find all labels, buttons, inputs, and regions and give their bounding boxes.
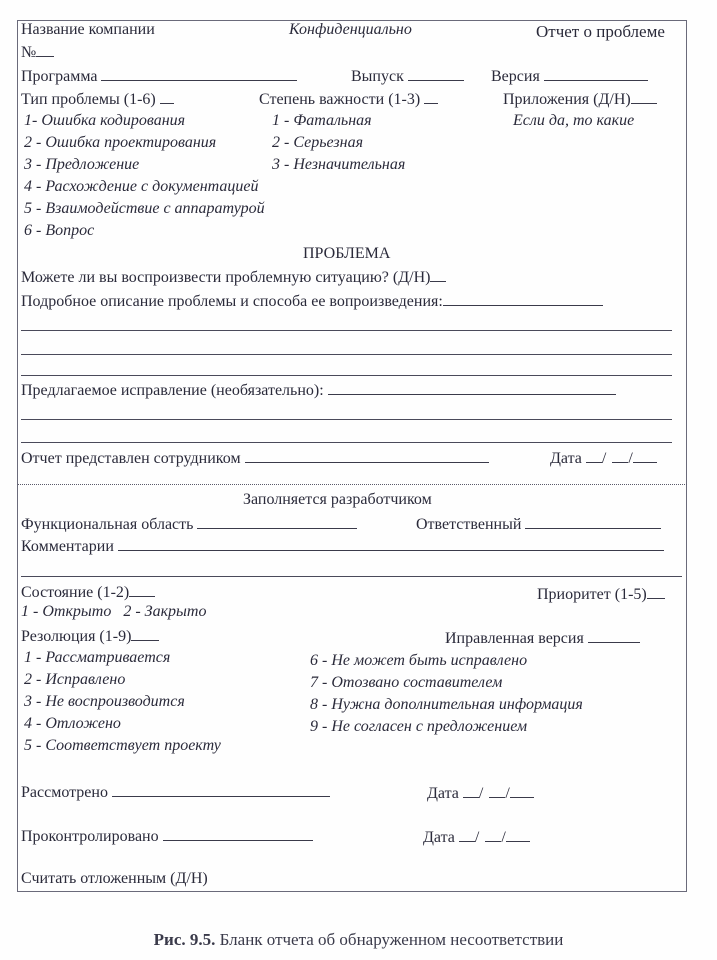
- version-blank[interactable]: [544, 66, 648, 81]
- fix-field[interactable]: [21, 380, 616, 400]
- problem-type-option: 5 - Взаимодействие с аппаратурой: [24, 200, 265, 217]
- severity-option: 2 - Серьезная: [272, 134, 363, 151]
- attachments-label: Приложения (Д/Н): [503, 91, 631, 108]
- reproduce-blank[interactable]: [430, 267, 446, 282]
- description-blank[interactable]: [443, 291, 603, 306]
- functional-area-blank[interactable]: [197, 514, 357, 529]
- release-blank[interactable]: [408, 66, 464, 81]
- fix-blank[interactable]: [328, 380, 616, 395]
- figure-caption: [0, 930, 717, 950]
- reviewed-date-label: Дата: [427, 785, 459, 802]
- resolution-option: 1 - Рассматривается: [24, 649, 171, 666]
- verified-field[interactable]: [21, 826, 313, 846]
- reviewed-field[interactable]: [21, 782, 330, 802]
- date-month-blank[interactable]: [612, 448, 628, 463]
- report-title: Отчет о проблеме: [536, 22, 665, 41]
- developer-heading: Заполняется разработчиком: [243, 491, 432, 508]
- reviewed-label: Рассмотрено: [21, 784, 108, 801]
- problem-type-option: 4 - Расхождение с документацией: [24, 178, 259, 195]
- verified-date-day[interactable]: [459, 827, 475, 842]
- problem-type-option: 6 - Вопрос: [24, 222, 95, 239]
- reported-by-field[interactable]: [21, 448, 489, 468]
- number-label: №: [21, 44, 37, 61]
- date-day-blank[interactable]: [586, 448, 602, 463]
- comments-field[interactable]: [21, 536, 664, 556]
- verified-date-month[interactable]: [485, 827, 501, 842]
- resolution-option: 6 - Не может быть исправлено: [310, 652, 528, 669]
- status-label: Состояние (1-2): [21, 584, 130, 601]
- comments-blank[interactable]: [118, 536, 664, 551]
- resolution-option: 4 - Отложено: [24, 715, 121, 732]
- verified-blank[interactable]: [163, 826, 313, 841]
- priority-field[interactable]: [537, 584, 665, 604]
- description-label: Подробное описание проблемы и способа ее вопроизведения:: [21, 293, 443, 310]
- status-options: 1 - Открыто 2 - Закрыто: [21, 603, 207, 620]
- attachments-blank[interactable]: [631, 89, 657, 104]
- report-date-field[interactable]: Дата / /: [550, 448, 657, 468]
- reported-by-blank[interactable]: [245, 448, 489, 463]
- problem-type-field[interactable]: [21, 89, 174, 109]
- version-label: Версия: [491, 68, 540, 85]
- fixed-version-blank[interactable]: [588, 628, 640, 643]
- functional-area-field[interactable]: [21, 514, 357, 534]
- responsible-label: Ответственный: [416, 516, 522, 533]
- problem-type-option: 2 - Ошибка проектирования: [24, 134, 217, 151]
- description-line[interactable]: [21, 330, 672, 331]
- status-field[interactable]: [21, 582, 155, 602]
- company-name-label: Название компании: [21, 21, 155, 38]
- reviewed-blank[interactable]: [112, 782, 330, 797]
- reviewed-date-day[interactable]: [463, 783, 479, 798]
- severity-field[interactable]: [259, 89, 438, 109]
- problem-type-blank[interactable]: [160, 89, 174, 104]
- version-field[interactable]: [491, 66, 648, 86]
- reproduce-field[interactable]: [21, 267, 446, 287]
- problem-heading: ПРОБЛЕМА: [303, 245, 391, 262]
- reviewed-date-year[interactable]: [510, 783, 534, 798]
- fix-line[interactable]: [21, 442, 672, 443]
- deferred-label: Считать отложенным (Д/Н): [21, 870, 208, 887]
- verified-date-field[interactable]: Дата / /: [423, 827, 530, 847]
- fix-label: Предлагаемое исправление (необязательно):: [21, 382, 324, 399]
- comments-label: Комментарии: [21, 538, 114, 555]
- report-number-field[interactable]: [21, 42, 54, 62]
- severity-option: 1 - Фатальная: [272, 112, 372, 129]
- reproduce-label: Можете ли вы воспроизвести проблемную ситуацию? (Д/Н): [21, 269, 431, 286]
- release-label: Выпуск: [351, 68, 404, 85]
- resolution-option: 9 - Не согласен с предложением: [310, 718, 528, 735]
- release-field[interactable]: [351, 66, 464, 86]
- verified-label: Проконтролировано: [21, 828, 159, 845]
- problem-type-label: Тип проблемы (1-6): [21, 91, 156, 108]
- functional-area-label: Функциональная область: [21, 516, 194, 533]
- severity-label: Степень важности (1-3): [259, 91, 421, 108]
- fixed-version-field[interactable]: [445, 628, 640, 648]
- fix-line[interactable]: [21, 419, 672, 420]
- date-year-blank[interactable]: [633, 448, 657, 463]
- section-divider: [18, 484, 687, 485]
- comments-line[interactable]: [21, 576, 682, 577]
- resolution-option: 2 - Исправлено: [24, 671, 126, 688]
- resolution-field[interactable]: [21, 626, 159, 646]
- description-line[interactable]: [21, 375, 672, 376]
- resolution-option: 8 - Нужна дополнительная информация: [310, 696, 583, 713]
- verified-date-label: Дата: [423, 829, 455, 846]
- confidential-label: Конфиденциально: [289, 21, 412, 38]
- problem-type-option: 1- Ошибка кодирования: [24, 112, 186, 129]
- priority-blank[interactable]: [647, 584, 665, 599]
- problem-type-option: 3 - Предложение: [24, 156, 140, 173]
- priority-label: Приоритет (1-5): [537, 586, 647, 603]
- resolution-label: Резолюция (1-9): [21, 628, 132, 645]
- resolution-option: 7 - Отозвано составителем: [310, 674, 503, 691]
- status-blank[interactable]: [129, 582, 155, 597]
- resolution-option: 3 - Не воспроизводится: [24, 693, 185, 710]
- reviewed-date-month[interactable]: [489, 783, 505, 798]
- responsible-field[interactable]: [416, 514, 661, 534]
- reviewed-date-field[interactable]: Дата / /: [427, 783, 534, 803]
- report-date-label: Дата: [550, 450, 582, 467]
- figure-number: Рис. 9.5.: [153, 930, 216, 949]
- deferred-field[interactable]: [21, 870, 208, 888]
- program-blank[interactable]: [101, 66, 297, 81]
- resolution-option: 5 - Соответствует проекту: [24, 737, 221, 754]
- program-field[interactable]: [21, 66, 297, 86]
- verified-date-year[interactable]: [506, 827, 530, 842]
- number-blank[interactable]: [36, 42, 54, 57]
- figure-caption-text: Бланк отчета об обнаруженном несоответствии: [219, 930, 564, 949]
- resolution-blank[interactable]: [131, 626, 159, 641]
- description-field[interactable]: [21, 291, 603, 311]
- fixed-version-label: Иправленная версия: [445, 630, 584, 647]
- responsible-blank[interactable]: [525, 514, 661, 529]
- reported-by-label: Отчет представлен сотрудником: [21, 450, 241, 467]
- attachments-hint: Если да, то какие: [513, 112, 635, 129]
- severity-blank[interactable]: [424, 89, 438, 104]
- program-label: Программа: [21, 68, 98, 85]
- severity-option: 3 - Незначительная: [272, 156, 406, 173]
- description-line[interactable]: [21, 354, 672, 355]
- attachments-field[interactable]: [503, 89, 657, 109]
